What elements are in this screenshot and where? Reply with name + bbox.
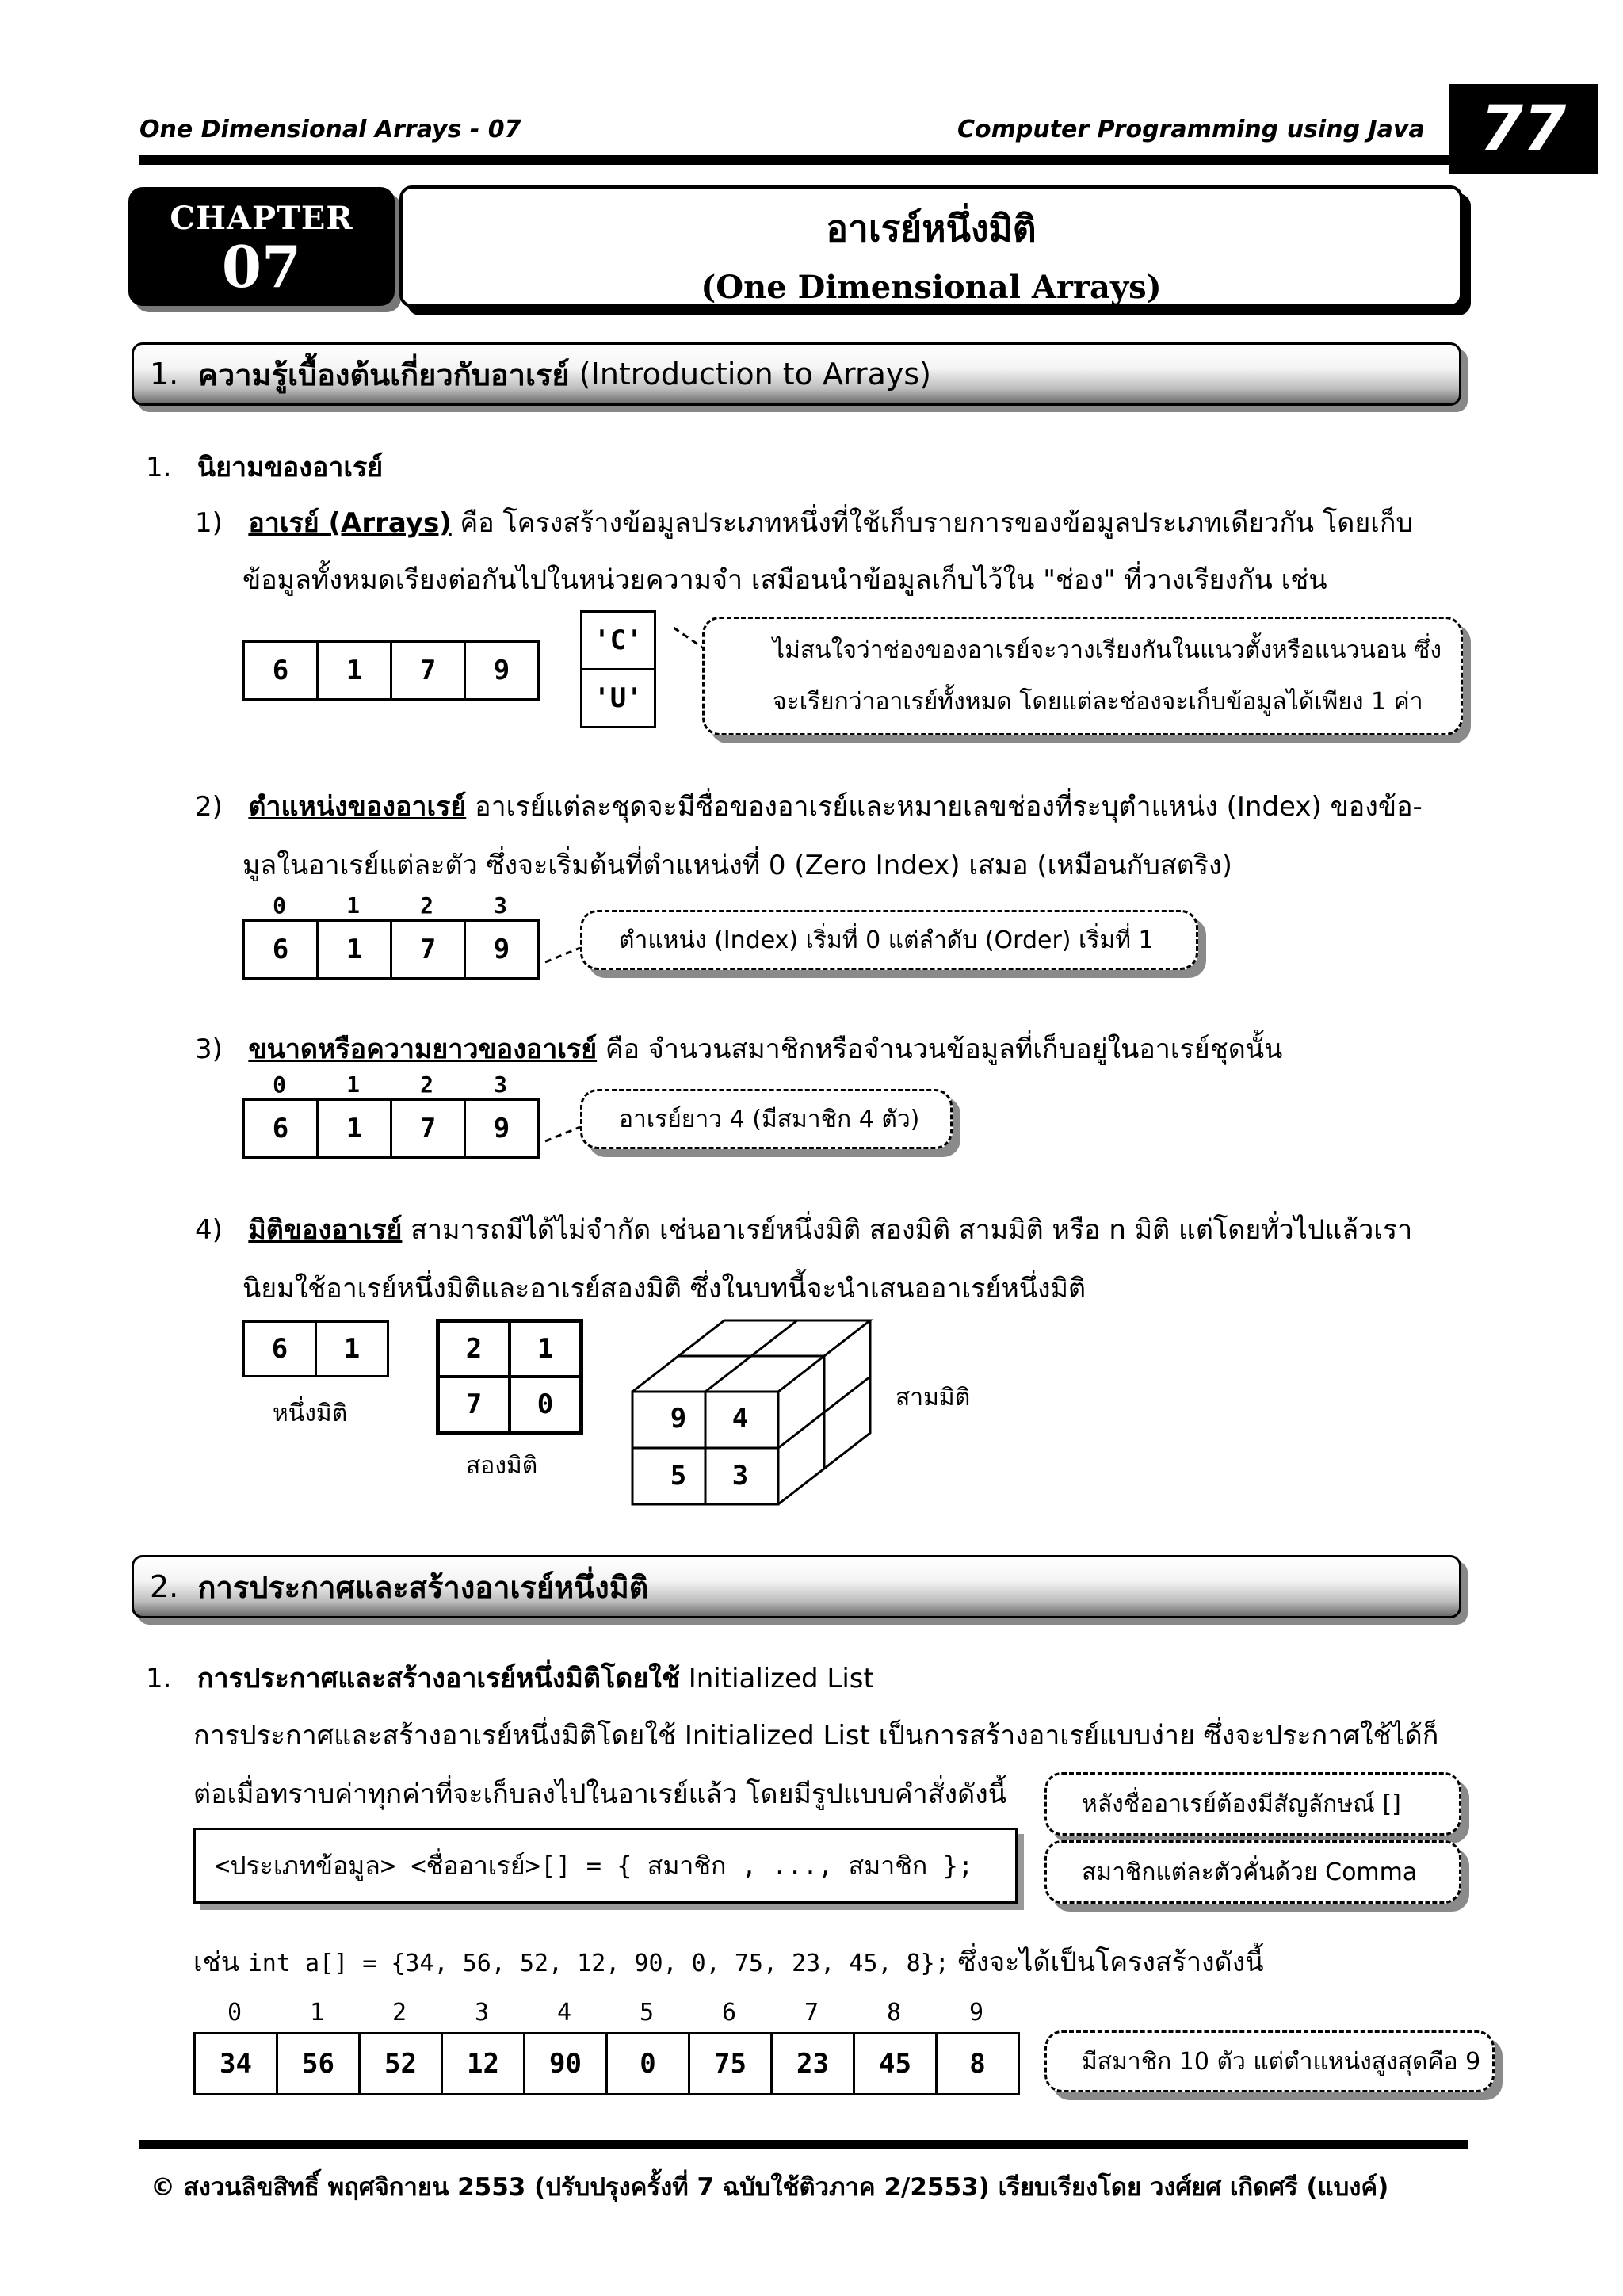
section-1-title-en: (Introduction to Arrays) (579, 357, 931, 392)
array-cell: 1 (316, 1098, 392, 1159)
definition-item-2 (195, 785, 1423, 827)
index-label: 1 (346, 1072, 360, 1098)
array-cell: 9 (464, 640, 540, 701)
index-label: 3 (494, 1072, 507, 1098)
subsection-title: การประกาศและสร้างอาเรย์หนึ่งมิติโดยใช้ (197, 1663, 680, 1694)
index-row-fig3 (242, 1072, 537, 1098)
array-cell: 56 (276, 2032, 361, 2095)
example-suffix: ซึ่งจะได้เป็นโครงสร้างดังนี้ (949, 1946, 1264, 1978)
array-cell: 'C' (580, 610, 656, 670)
array-cell: 6 (242, 919, 319, 980)
array-row-fig1 (242, 640, 540, 701)
chapter-title-en: (One Dimensional Arrays) (701, 269, 1162, 306)
callout-line: ไม่สนใจว่าช่องของอาเรย์จะวางเรียงกันในแนวตั้งหรือแนวนอน ซึ่ง (773, 636, 1442, 664)
subsection-title: นิยามของอาเรย์ (197, 452, 384, 483)
index-label: 2 (420, 1072, 433, 1098)
example-line (193, 1940, 1264, 1983)
index-label: 2 (420, 892, 433, 919)
section-1-header (132, 342, 1461, 406)
index-label: 3 (494, 892, 507, 919)
index-label: 6 (721, 1999, 737, 2027)
section-2-title-th: การประกาศและสร้างอาเรย์หนึ่งมิติ (197, 1569, 649, 1605)
array-cell: 7 (390, 1098, 466, 1159)
syntax-text: <ประเภทข้อมูล> <ชื่ออาเรย์>[] = { สมาชิก , ..., สมาชิก }; (215, 1850, 974, 1881)
header-rule (139, 155, 1449, 165)
subsection-number: 1. (146, 1663, 172, 1694)
index-label: 5 (639, 1999, 655, 2027)
item-number: 1) (195, 507, 223, 539)
callout-comma (1044, 1840, 1461, 1904)
index-label: 4 (556, 1999, 572, 2027)
definition-item-1 (195, 501, 1413, 544)
array-cell: 1 (316, 640, 392, 701)
index-label: 1 (309, 1999, 325, 2027)
array-cell: 23 (770, 2032, 855, 2095)
array-cell: 7 (390, 919, 466, 980)
array-cell: 7 (390, 640, 466, 701)
array-cell: 'U' (580, 668, 656, 728)
array-cell: 45 (853, 2032, 938, 2095)
item-number: 2) (195, 791, 223, 823)
item-number: 3) (195, 1033, 223, 1065)
item-text: คือ โครงสร้างข้อมูลประเภทหนึ่งที่ใช้เก็บรายการของข้อมูลประเภทเดียวกัน โดยเก็บ (451, 507, 1414, 539)
array-1d (242, 1320, 389, 1377)
example-code: int a[] = {34, 56, 52, 12, 90, 0, 75, 23, 45, 8}; (247, 1950, 949, 1977)
item-number: 4) (195, 1214, 223, 1246)
definition-item-2-line2: มูลในอาเรย์แต่ละตัว ซึ่งจะเริ่มต้นที่ตำแหน่งที่ 0 (Zero Index) เสมอ (เหมือนกับสตริง) (242, 850, 1232, 881)
section-2-header (132, 1555, 1461, 1618)
chapter-box (128, 187, 395, 306)
callout-line: จะเรียกว่าอาเรย์ทั้งหมด โดยแต่ละช่องจะเก็บข้อมูลได้เพียง 1 ค่า (773, 688, 1423, 716)
callout-fig1 (702, 617, 1463, 735)
index-label: 0 (227, 1999, 242, 2027)
array-cell: 7 (438, 1377, 510, 1432)
callout-text: อาเรย์ยาว 4 (มีสมาชิก 4 ตัว) (619, 1105, 920, 1133)
array-cell: 1 (315, 1320, 389, 1377)
array-row-example (193, 2032, 1020, 2095)
paragraph-line-1: การประกาศและสร้างอาเรย์หนึ่งมิติโดยใช้ Initialized List เป็นการสร้างอาเรย์แบบง่าย ซึ่งจะประกาศใช้ได้ก็ (193, 1720, 1439, 1752)
callout-text: สมาชิกแต่ละตัวคั่นด้วย Comma (1082, 1858, 1418, 1886)
array-cell: 9 (464, 1098, 540, 1159)
index-label: 2 (391, 1999, 407, 2027)
array-cell: 1 (510, 1321, 581, 1377)
item-term: ตำแหน่งของอาเรย์ (248, 791, 467, 823)
cube-cell: 9 (670, 1403, 687, 1435)
callout-text: หลังชื่ออาเรย์ต้องมีสัญลักษณ์ [] (1082, 1790, 1401, 1818)
item-term: อาเรย์ (Arrays) (248, 507, 452, 539)
array-cell: 90 (523, 2032, 608, 2095)
label-two-dimension: สองมิติ (466, 1452, 538, 1480)
array-cell: 34 (193, 2032, 278, 2095)
definition-item-3 (195, 1027, 1282, 1070)
subsection-number: 1. (146, 452, 172, 483)
index-label: 3 (474, 1999, 490, 2027)
array-row-fig3 (242, 1098, 540, 1159)
cube-cell: 5 (670, 1460, 687, 1492)
footer-rule (139, 2140, 1468, 2149)
array-cell: 12 (441, 2032, 525, 2095)
array-column-fig1 (580, 610, 656, 728)
index-row-example (193, 1999, 1018, 2027)
subsection-2-1 (146, 1656, 874, 1699)
definition-item-4-line2: นิยมใช้อาเรย์หนึ่งมิติและอาเรย์สองมิติ ซึ่งในบทนี้จะนำเสนออาเรย์หนึ่งมิติ (242, 1273, 1086, 1305)
index-label: 0 (273, 1072, 286, 1098)
definition-item-4 (195, 1208, 1412, 1251)
index-label: 8 (886, 1999, 902, 2027)
array-cell: 0 (510, 1377, 581, 1432)
cube-cell: 4 (731, 1403, 749, 1435)
header-right: Computer Programming using Java (957, 116, 1425, 143)
callout-pointer-fig3 (544, 1114, 583, 1146)
array-cell: 8 (935, 2032, 1020, 2095)
index-label: 1 (346, 892, 360, 919)
index-label: 9 (968, 1999, 984, 2027)
array-cell: 6 (242, 1320, 317, 1377)
chapter-label: CHAPTER (170, 200, 353, 237)
callout-fig2 (580, 910, 1198, 970)
array-cell: 6 (242, 640, 319, 701)
array-cell: 9 (464, 919, 540, 980)
label-three-dimension: สามมิติ (896, 1384, 971, 1412)
array-cell: 6 (242, 1098, 319, 1159)
chapter-title-box (399, 185, 1463, 308)
cube-cell: 3 (731, 1460, 749, 1492)
item-term: ขนาดหรือความยาวของอาเรย์ (248, 1033, 598, 1065)
section-2-number: 2. (150, 1569, 179, 1604)
item-term: มิติของอาเรย์ (248, 1214, 403, 1246)
label-one-dimension: หนึ่งมิติ (273, 1400, 348, 1427)
index-row-fig2 (242, 892, 537, 919)
array-cell: 75 (688, 2032, 773, 2095)
header-left: One Dimensional Arrays - 07 (139, 116, 521, 143)
callout-brackets (1044, 1772, 1461, 1836)
index-label: 7 (804, 1999, 819, 2027)
array-2d (436, 1319, 583, 1435)
callout-pointer-fig2 (544, 935, 583, 967)
index-label: 0 (273, 892, 286, 919)
array-cell: 1 (316, 919, 392, 980)
item-text: อาเรย์แต่ละชุดจะมีชื่อของอาเรย์และหมายเลขช่องที่ระบุตำแหน่ง (Index) ของข้อ- (466, 791, 1423, 823)
callout-example (1044, 2030, 1495, 2092)
chapter-title-th: อาเรย์หนึ่งมิติ (826, 207, 1037, 250)
callout-text: ตำแหน่ง (Index) เริ่มที่ 0 แต่ลำดับ (Order) เริ่มที่ 1 (619, 926, 1154, 954)
array-cell: 2 (438, 1321, 510, 1377)
page-number: 77 (1449, 84, 1598, 174)
item-text: คือ จำนวนสมาชิกหรือจำนวนข้อมูลที่เก็บอยู่ในอาเรย์ชุดนั้น (597, 1033, 1283, 1065)
callout-fig3 (580, 1089, 953, 1149)
callout-text: มีสมาชิก 10 ตัว แต่ตำแหน่งสูงสุดคือ 9 (1082, 2047, 1481, 2076)
array-cell: 52 (358, 2032, 443, 2095)
callout-pointer-fig1 (674, 625, 705, 656)
syntax-box (193, 1828, 1018, 1904)
chapter-number: 07 (221, 233, 302, 300)
array-cell: 0 (605, 2032, 690, 2095)
array-row-fig2 (242, 919, 540, 980)
section-1-title-th: ความรู้เบื้องต้นเกี่ยวกับอาเรย์ (197, 357, 570, 392)
paragraph-line-2: ต่อเมื่อทราบค่าทุกค่าที่จะเก็บลงไปในอาเรย์แล้ว โดยมีรูปแบบคำสั่งดังนี้ (193, 1778, 1006, 1810)
item-text: สามารถมีได้ไม่จำกัด เช่นอาเรย์หนึ่งมิติ สองมิติ สามมิติ หรือ n มิติ แต่โดยทั่วไปแล้วเรา (402, 1214, 1413, 1246)
subsection-title-en: Initialized List (679, 1663, 874, 1694)
definition-item-1-line2: ข้อมูลทั้งหมดเรียงต่อกันไปในหน่วยความจำ เสมือนนำข้อมูลเก็บไว้ใน "ช่อง" ที่วางเรียงกัน เช่น (242, 564, 1327, 596)
section-1-number: 1. (150, 357, 179, 392)
example-prefix: เช่น (193, 1946, 248, 1978)
subsection-1-1 (146, 445, 383, 488)
footer-text: © สงวนลิขสิทธิ์ พฤศจิกายน 2553 (ปรับปรุงครั้งที่ 7 ฉบับใช้ติวภาค 2/2553) เรียบเรียงโดย วงศ์ยศ เกิดศรี (แบงค์) (151, 2173, 1389, 2202)
